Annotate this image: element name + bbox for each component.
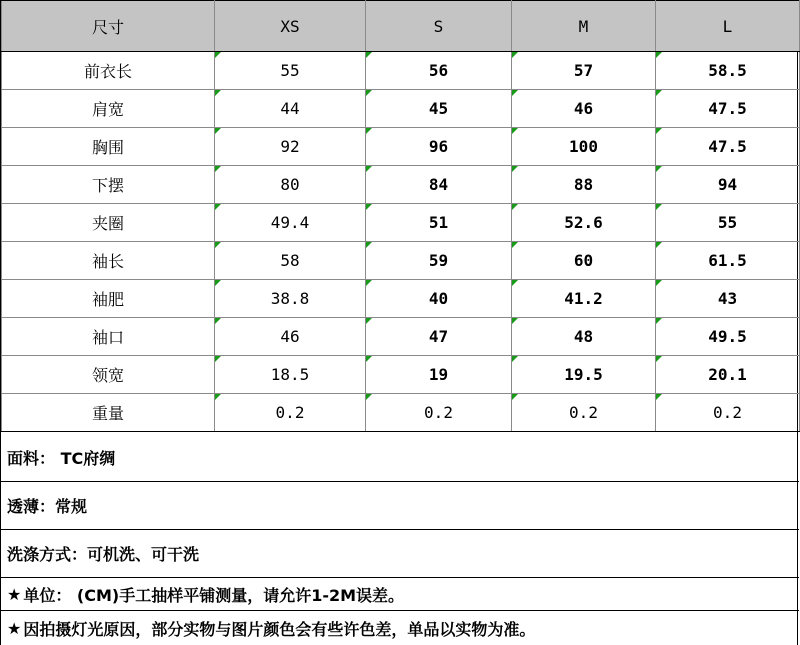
cell-marker-icon (512, 90, 518, 96)
cell-value: 0.2 (424, 403, 453, 422)
table-row (2, 394, 800, 432)
size-cell (215, 394, 366, 432)
cell-marker-icon (366, 394, 372, 400)
cell-marker-icon (656, 394, 662, 400)
cell-marker-icon (656, 280, 662, 286)
cell-marker-icon (215, 204, 221, 210)
black-star-icon: ★ (7, 584, 22, 604)
cell-value: 43 (717, 289, 738, 308)
cell-value: 47.5 (708, 137, 747, 156)
table-row (2, 52, 800, 90)
cell-value: 40 (428, 289, 449, 308)
size-cell (366, 90, 512, 128)
cell-value: 57 (573, 61, 594, 80)
color-note (1, 611, 799, 645)
cell-marker-icon (512, 52, 518, 58)
row-label: 袖口 (2, 318, 215, 356)
color-note-text: 因拍摄灯光原因，部分实物与图片颜色会有些许色差，单品以实物为准。 (23, 619, 536, 639)
row-label: 重量 (2, 394, 215, 432)
cell-marker-icon (656, 90, 662, 96)
cell-value: 48 (573, 327, 594, 346)
cell-value: 38.8 (270, 289, 310, 308)
cell-value: 47 (428, 327, 449, 346)
size-cell (215, 90, 366, 128)
header-l: L (656, 1, 800, 52)
size-cell (656, 166, 800, 204)
cell-marker-icon (215, 356, 221, 362)
cell-value: 100 (569, 137, 598, 156)
unit-note (1, 578, 799, 611)
cell-value: 60 (573, 251, 594, 270)
cell-value: 94 (717, 175, 738, 194)
thickness-note: 透薄：常规 (1, 482, 799, 530)
cell-marker-icon (656, 166, 662, 172)
cell-value: 92 (280, 137, 300, 156)
cell-marker-icon (656, 356, 662, 362)
row-label: 夹圈 (2, 204, 215, 242)
size-cell (512, 52, 656, 90)
cell-value: 0.2 (275, 403, 305, 422)
size-cell (512, 356, 656, 394)
cell-value: 80 (280, 175, 300, 194)
cell-marker-icon (366, 204, 372, 210)
cell-marker-icon (512, 318, 518, 324)
header-s: S (366, 1, 512, 52)
cell-marker-icon (656, 52, 662, 58)
cell-marker-icon (656, 318, 662, 324)
row-label: 袖肥 (2, 280, 215, 318)
cell-marker-icon (366, 52, 372, 58)
cell-value: 84 (428, 175, 449, 194)
cell-marker-icon (366, 128, 372, 134)
cell-marker-icon (366, 242, 372, 248)
header-m: M (512, 1, 656, 52)
cell-value: 19 (428, 365, 449, 384)
cell-marker-icon (215, 318, 221, 324)
cell-value: 49.4 (270, 213, 310, 232)
cell-marker-icon (215, 242, 221, 248)
table-row (2, 318, 800, 356)
size-cell (512, 90, 656, 128)
cell-value: 56 (428, 61, 449, 80)
size-cell (656, 204, 800, 242)
size-cell (656, 280, 800, 318)
black-star-icon: ★ (7, 618, 22, 638)
cell-value: 61.5 (708, 251, 747, 270)
table-row (2, 280, 800, 318)
cell-value: 59 (428, 251, 449, 270)
size-cell (366, 394, 512, 432)
cell-value: 52.6 (564, 213, 603, 232)
cell-marker-icon (512, 394, 518, 400)
size-cell (656, 356, 800, 394)
cell-value: 45 (428, 99, 449, 118)
size-cell (656, 394, 800, 432)
size-cell (366, 280, 512, 318)
size-table (1, 0, 800, 432)
table-row (2, 242, 800, 280)
size-cell (215, 204, 366, 242)
size-cell (512, 204, 656, 242)
header-xs: XS (215, 1, 366, 52)
row-label: 肩宽 (2, 90, 215, 128)
cell-value: 88 (573, 175, 594, 194)
row-label: 袖长 (2, 242, 215, 280)
washing-note: 洗涤方式：可机洗、可干洗 (1, 530, 799, 578)
cell-marker-icon (512, 280, 518, 286)
cell-marker-icon (512, 356, 518, 362)
cell-marker-icon (512, 242, 518, 248)
size-cell (215, 52, 366, 90)
cell-marker-icon (215, 280, 221, 286)
fabric-note: 面料： TC府绸 (1, 433, 799, 482)
table-row (2, 128, 800, 166)
cell-value: 55 (717, 213, 738, 232)
size-cell (215, 280, 366, 318)
table-row (2, 90, 800, 128)
cell-marker-icon (656, 242, 662, 248)
size-cell (215, 318, 366, 356)
size-cell (512, 318, 656, 356)
cell-value: 44 (280, 99, 300, 118)
row-label: 前衣长 (2, 52, 215, 90)
cell-marker-icon (656, 128, 662, 134)
size-cell (656, 90, 800, 128)
size-cell (512, 128, 656, 166)
unit-note-text: 单位： (CM)手工抽样平铺测量，请允许1-2M误差。 (23, 585, 405, 605)
header-size: 尺寸 (2, 1, 215, 52)
size-cell (366, 52, 512, 90)
cell-value: 46 (280, 327, 300, 346)
size-cell (366, 128, 512, 166)
cell-value: 55 (280, 61, 300, 80)
cell-marker-icon (215, 166, 221, 172)
cell-value: 18.5 (270, 365, 310, 384)
size-cell (512, 280, 656, 318)
size-cell (366, 318, 512, 356)
cell-value: 58.5 (708, 61, 747, 80)
size-cell (366, 242, 512, 280)
size-cell (512, 242, 656, 280)
cell-marker-icon (215, 90, 221, 96)
cell-value: 20.1 (708, 365, 747, 384)
size-cell (366, 204, 512, 242)
cell-value: 49.5 (708, 327, 747, 346)
cell-marker-icon (366, 90, 372, 96)
size-cell (512, 394, 656, 432)
size-cell (656, 52, 800, 90)
size-cell (656, 318, 800, 356)
cell-value: 58 (280, 251, 300, 270)
cell-marker-icon (366, 280, 372, 286)
size-cell (215, 166, 366, 204)
cell-marker-icon (215, 52, 221, 58)
size-cell (512, 166, 656, 204)
cell-marker-icon (512, 166, 518, 172)
cell-value: 41.2 (564, 289, 603, 308)
cell-marker-icon (512, 204, 518, 210)
row-label: 领宽 (2, 356, 215, 394)
cell-marker-icon (215, 128, 221, 134)
size-cell (656, 242, 800, 280)
row-label: 下摆 (2, 166, 215, 204)
row-label: 胸围 (2, 128, 215, 166)
cell-marker-icon (656, 204, 662, 210)
cell-marker-icon (366, 318, 372, 324)
size-cell (215, 356, 366, 394)
cell-value: 51 (428, 213, 449, 232)
size-cell (215, 242, 366, 280)
cell-value: 0.2 (713, 403, 742, 422)
cell-value: 19.5 (564, 365, 603, 384)
size-cell (366, 166, 512, 204)
cell-value: 96 (428, 137, 449, 156)
cell-value: 46 (573, 99, 594, 118)
table-row (2, 166, 800, 204)
cell-marker-icon (366, 166, 372, 172)
size-cell (215, 128, 366, 166)
cell-marker-icon (215, 394, 221, 400)
cell-marker-icon (512, 128, 518, 134)
table-row (2, 204, 800, 242)
table-row (2, 356, 800, 394)
cell-value: 47.5 (708, 99, 747, 118)
size-cell (656, 128, 800, 166)
cell-value: 0.2 (569, 403, 598, 422)
cell-marker-icon (366, 356, 372, 362)
size-cell (366, 356, 512, 394)
header-row (2, 1, 800, 52)
